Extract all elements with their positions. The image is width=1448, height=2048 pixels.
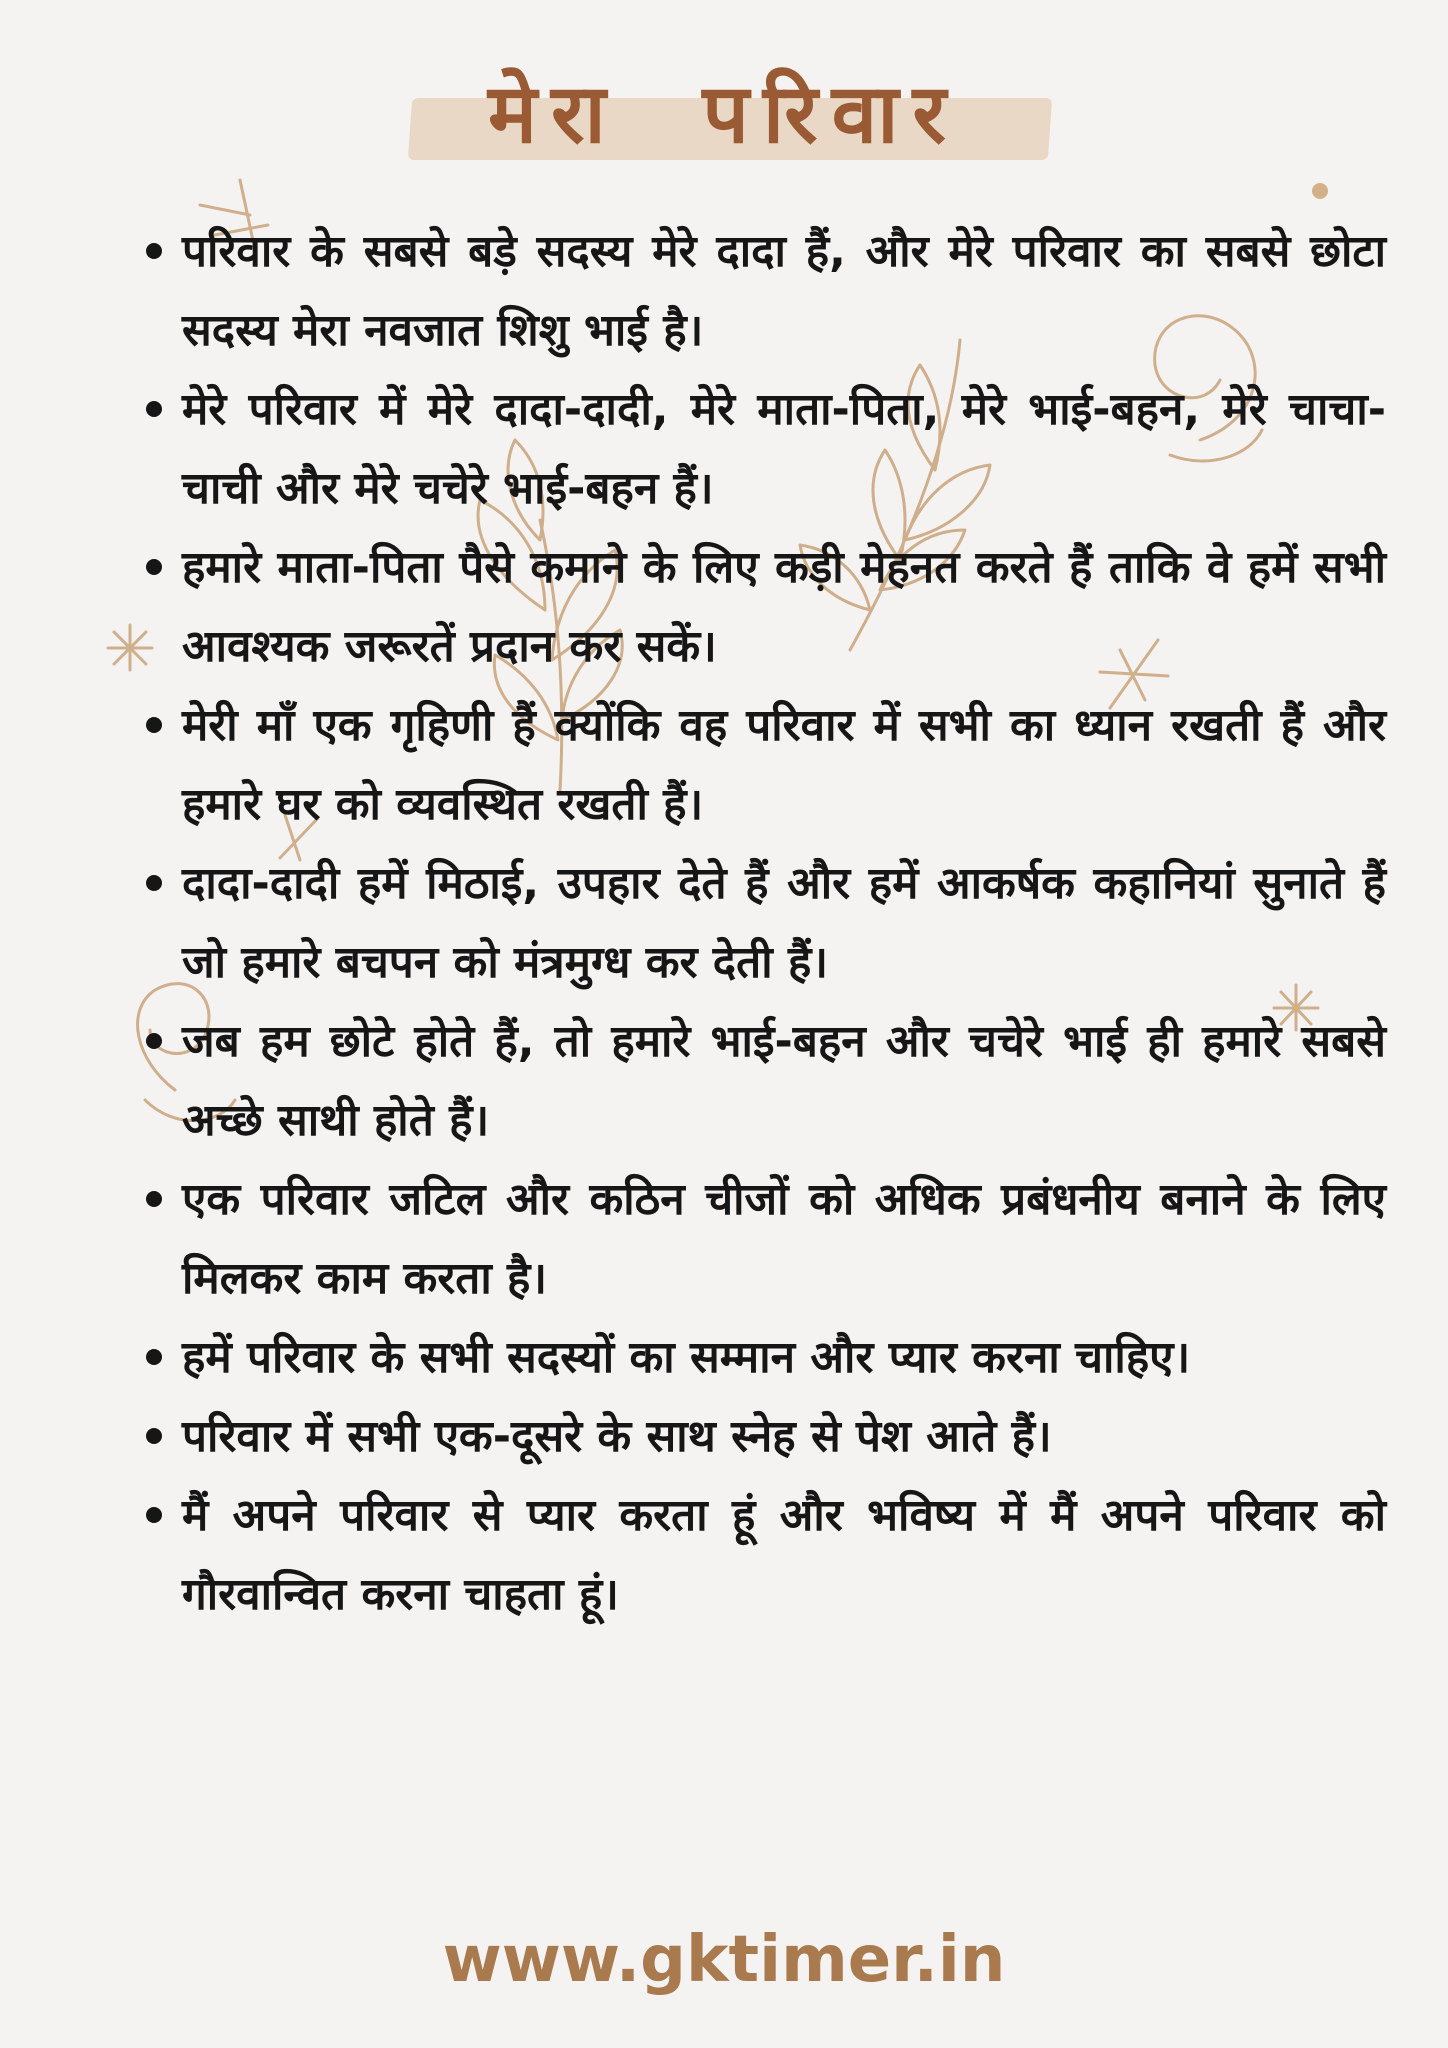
family-points-list	[140, 212, 1386, 1634]
dot-icon	[1312, 183, 1328, 199]
list-item-text: हमारे माता-पिता पैसे कमाने के लिए कड़ी मेहनत करते हैं ताकि वे हमें सभी आवश्यक जरूरतें प्रदान कर सकें।	[182, 542, 1386, 672]
list-item	[140, 686, 1386, 844]
list-item	[140, 1318, 1386, 1397]
bullet-icon	[146, 1507, 162, 1523]
bullet-icon	[146, 401, 162, 417]
bullet-icon	[146, 559, 162, 575]
list-item-text: परिवार में सभी एक-दूसरे के साथ स्नेह से पेश आते हैं।	[182, 1411, 1052, 1462]
bullet-icon	[146, 1428, 162, 1444]
list-item-text: दादा-दादी हमें मिठाई, उपहार देते हैं और हमें आकर्षक कहानियां सुनाते हैं जो हमारे बचपन को मंत्रमुग्ध कर देती हैं।	[182, 858, 1386, 988]
list-item-text: एक परिवार जटिल और कठिन चीजों को अधिक प्रबंधनीय बनाने के लिए मिलकर काम करता है।	[182, 1174, 1386, 1304]
list-item-text: मेरे परिवार में मेरे दादा-दादी, मेरे माता-पिता, मेरे भाई-बहन, मेरे चाचा-चाची और मेरे चचेरे भाई-बहन हैं।	[182, 384, 1386, 514]
bullet-icon	[146, 717, 162, 733]
list-item-text: परिवार के सबसे बड़े सदस्य मेरे दादा हैं, और मेरे परिवार का सबसे छोटा सदस्य मेरा नवजात शिशु भाई है।	[182, 226, 1386, 356]
bullet-icon	[146, 243, 162, 259]
list-item-text: हमें परिवार के सभी सदस्यों का सम्मान और प्यार करना चाहिए।	[182, 1332, 1191, 1383]
list-item-text: मैं अपने परिवार से प्यार करता हूं और भविष्य में मैं अपने परिवार को गौरवान्वित करना चाहता हूं।	[182, 1490, 1386, 1620]
list-item	[140, 1002, 1386, 1160]
title-block	[0, 60, 1448, 170]
bullet-icon	[146, 875, 162, 891]
list-item	[140, 1397, 1386, 1476]
list-item	[140, 1476, 1386, 1634]
list-item	[140, 528, 1386, 686]
list-item	[140, 212, 1386, 370]
list-item	[140, 1160, 1386, 1318]
bullet-icon	[146, 1349, 162, 1365]
list-item-text: जब हम छोटे होते हैं, तो हमारे भाई-बहन और चचेरे भाई ही हमारे सबसे अच्छे साथी होते हैं।	[182, 1016, 1386, 1146]
bullet-icon	[146, 1191, 162, 1207]
website-url: www.gktimer.in	[442, 1923, 1006, 1997]
list-item-text: मेरी माँ एक गृहिणी हैं क्योंकि वह परिवार में सभी का ध्यान रखती हैं और हमारे घर को व्यवस्थित रखती हैं।	[182, 700, 1386, 830]
bullet-icon	[146, 1033, 162, 1049]
list-item	[140, 370, 1386, 528]
page-title: मेरा परिवार	[487, 67, 961, 162]
list-item	[140, 844, 1386, 1002]
